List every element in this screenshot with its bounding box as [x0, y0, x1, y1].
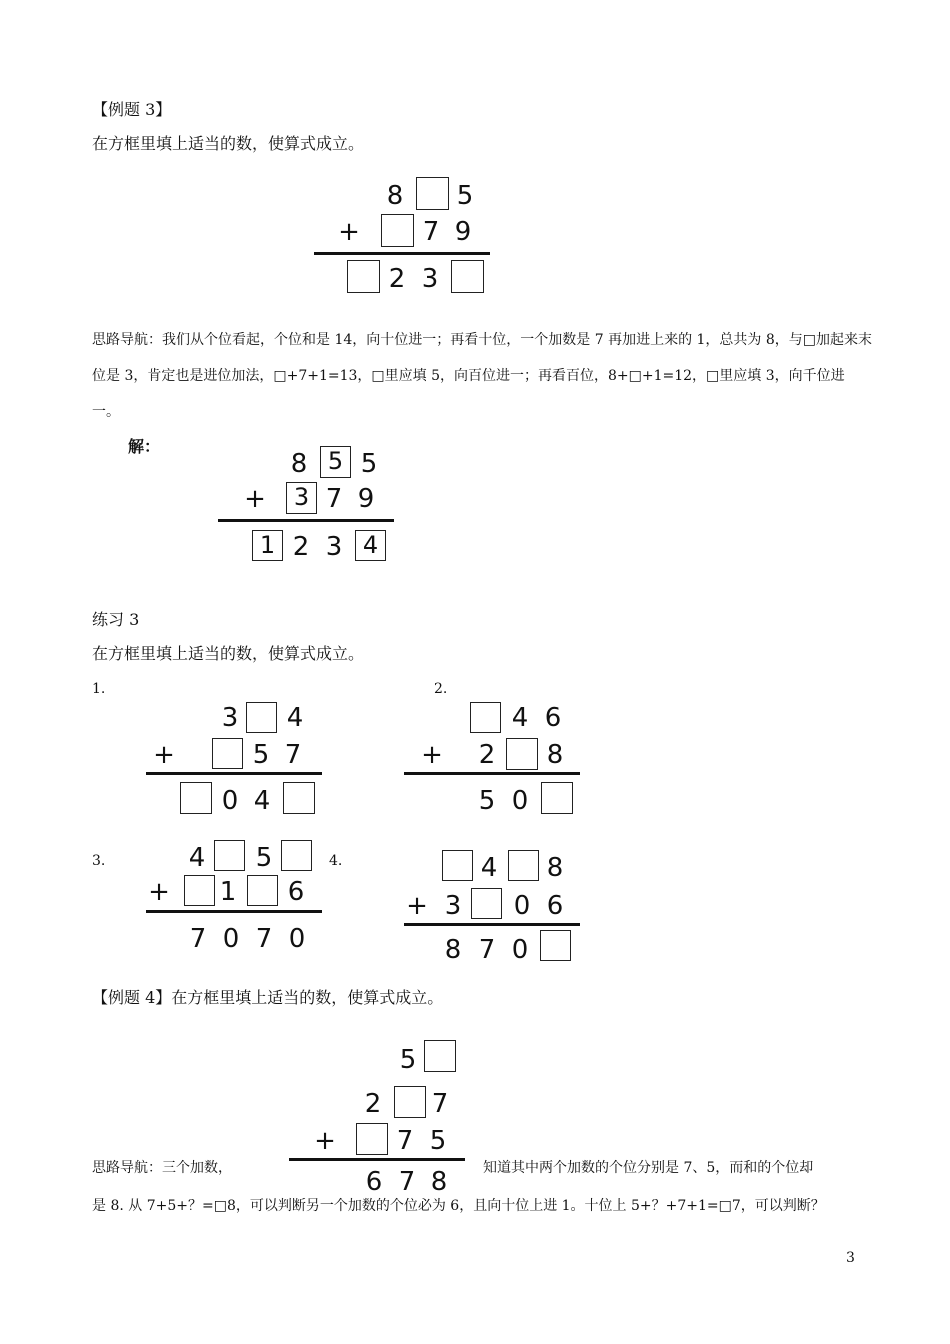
digit: 5 [255, 843, 273, 873]
example4-hint-right: 知道其中两个加数的个位分别是 7、5，而和的个位却 [483, 1160, 814, 1176]
answer-box[interactable] [180, 782, 212, 814]
digit: 5 [360, 449, 378, 479]
digit: 8 [430, 1167, 448, 1197]
digit: 8 [444, 935, 462, 965]
digit: 5 [429, 1126, 447, 1156]
answer-box[interactable] [470, 702, 501, 733]
problem-number: 2. [434, 681, 448, 697]
problem-number: 3. [92, 853, 106, 869]
sum-line [289, 1158, 465, 1161]
practice3-instruction: 在方框里填上适当的数，使算式成立。 [92, 644, 365, 663]
digit: 7 [422, 217, 440, 247]
digit: 5 [456, 181, 474, 211]
digit: 4 [253, 786, 271, 816]
example4-hint-left: 思路导航：三个加数， [92, 1160, 232, 1176]
digit: 9 [454, 217, 472, 247]
example4-heading: 【例题 4】在方框里填上适当的数，使算式成立。 [92, 988, 444, 1007]
digit: 7 [284, 740, 302, 770]
answer-box[interactable] [540, 930, 571, 961]
digit: 4 [511, 703, 529, 733]
answer-box[interactable] [541, 782, 573, 814]
answer-box[interactable] [347, 260, 380, 293]
answer-box[interactable] [451, 260, 484, 293]
problem-number: 4. [329, 853, 343, 869]
answer-box[interactable] [506, 738, 538, 770]
sum-line [314, 252, 490, 255]
digit: 6 [546, 891, 564, 921]
digit: 6 [287, 877, 305, 907]
page-number: 3 [846, 1250, 855, 1266]
digit: 4 [188, 843, 206, 873]
answer-box[interactable] [442, 850, 473, 881]
answer-box[interactable] [356, 1123, 388, 1155]
filled-answer-box: 5 [320, 446, 351, 478]
digit: 8 [386, 181, 404, 211]
digit: 0 [513, 891, 531, 921]
answer-box[interactable] [381, 214, 414, 247]
digit: 5 [478, 786, 496, 816]
plus-sign: + [421, 740, 443, 770]
digit: 8 [546, 853, 564, 883]
digit: 3 [325, 532, 343, 562]
answer-box[interactable] [508, 850, 539, 881]
answer-box[interactable] [416, 177, 449, 210]
filled-answer-box: 1 [252, 530, 283, 561]
digit: 5 [399, 1045, 417, 1075]
plus-sign: + [153, 740, 175, 770]
digit: 2 [364, 1089, 382, 1119]
digit: 2 [478, 740, 496, 770]
answer-box[interactable] [424, 1040, 456, 1072]
plus-sign: + [148, 877, 170, 907]
digit: 7 [189, 924, 207, 954]
digit: 3 [421, 264, 439, 294]
sum-line [146, 772, 322, 775]
answer-box[interactable] [212, 738, 243, 769]
plus-sign: + [314, 1126, 336, 1156]
filled-answer-box: 3 [286, 482, 317, 514]
answer-box[interactable] [247, 875, 278, 906]
digit: 0 [288, 924, 306, 954]
example3-hint: 思路导航：我们从个位看起，个位和是 14，向十位进一；再看十位，一个加数是 7 再加进上来的 1，总共为 8，与□加起来末位是 3，肯定也是进位加法，□+7+1=13，□里应填 5，向百位进一；再看百位，8+□+1=12，□里应填 3，向千位进一。 [92, 332, 873, 420]
answer-box[interactable] [283, 782, 315, 814]
digit: 2 [388, 264, 406, 294]
answer-box[interactable] [214, 840, 245, 871]
digit: 7 [396, 1126, 414, 1156]
digit: 5 [252, 740, 270, 770]
answer-box[interactable] [394, 1086, 426, 1118]
plus-sign: + [244, 484, 266, 514]
digit: 7 [255, 924, 273, 954]
plus-sign: + [406, 891, 428, 921]
digit: 7 [398, 1167, 416, 1197]
digit: 9 [357, 484, 375, 514]
example4-hint-line2: 是 8. 从 7+5+？=□8，可以判断另一个加数的个位必为 6，且向十位上进 1。十位上 5+？+7+1=□7，可以判断？ [92, 1198, 825, 1214]
example3-instruction: 在方框里填上适当的数，使算式成立。 [92, 134, 365, 153]
plus-sign: + [338, 217, 360, 247]
digit: 7 [325, 484, 343, 514]
answer-box[interactable] [281, 840, 312, 871]
digit: 7 [431, 1089, 449, 1119]
example3-heading: 【例题 3】 [92, 100, 172, 119]
sum-line [404, 923, 580, 926]
digit: 4 [286, 703, 304, 733]
filled-answer-box: 4 [355, 530, 386, 561]
answer-box[interactable] [471, 888, 502, 919]
digit: 4 [480, 853, 498, 883]
solution-label: 解： [128, 437, 161, 456]
digit: 3 [444, 891, 462, 921]
answer-box[interactable] [246, 702, 277, 733]
digit: 0 [222, 924, 240, 954]
digit: 7 [478, 935, 496, 965]
sum-line [404, 772, 580, 775]
practice3-heading: 练习 3 [92, 610, 140, 629]
digit: 6 [544, 703, 562, 733]
digit: 8 [290, 449, 308, 479]
digit: 0 [221, 786, 239, 816]
digit: 3 [221, 703, 239, 733]
digit: 0 [511, 935, 529, 965]
answer-box[interactable] [184, 875, 215, 906]
digit: 8 [546, 740, 564, 770]
sum-line [218, 519, 394, 522]
digit: 1 [219, 877, 237, 907]
digit: 6 [365, 1167, 383, 1197]
problem-number: 1. [92, 681, 106, 697]
digit: 0 [511, 786, 529, 816]
digit: 2 [292, 532, 310, 562]
sum-line [146, 910, 322, 913]
